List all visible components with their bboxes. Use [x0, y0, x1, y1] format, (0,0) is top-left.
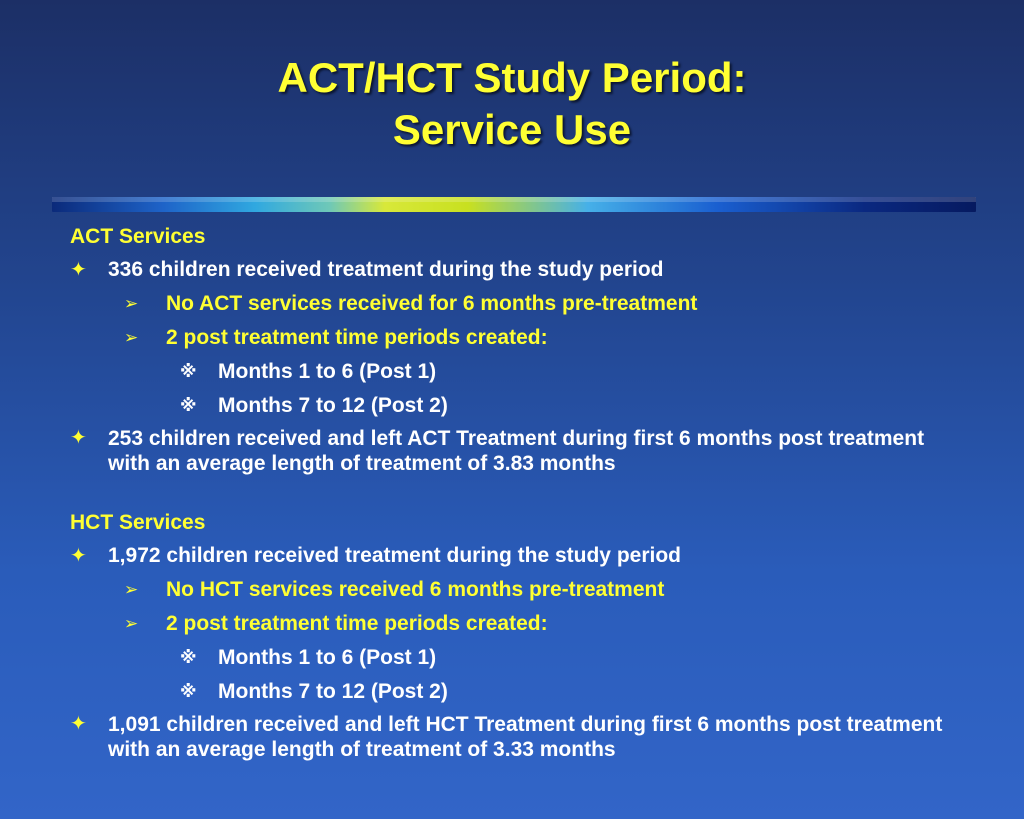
sub-bullet-text: 2 post treatment time periods created: [166, 326, 548, 349]
bullet-text: 1,972 children received treatment during the study period [108, 544, 681, 567]
reference-mark-bullet-icon: ※ [180, 648, 197, 667]
star-bullet-icon: ✦ [70, 427, 87, 449]
slide-title [0, 52, 1024, 156]
period-item [70, 358, 970, 392]
star-bullet-icon: ✦ [70, 259, 87, 281]
act-services-section [70, 222, 970, 482]
arrow-bullet-icon: ➢ [124, 580, 139, 599]
period-item [70, 644, 970, 678]
bullet-text: 253 children received and left ACT Treatment during first 6 months post treatment with an average length of treatment of 3.83 months [108, 427, 925, 475]
arrow-bullet-icon: ➢ [124, 328, 139, 347]
sub-bullet-text: 2 post treatment time periods created: [166, 612, 548, 635]
slide-body [70, 222, 970, 768]
slide-title-line-1: ACT/HCT Study Period: [277, 54, 747, 101]
bullet-item [70, 542, 970, 576]
section-heading: ACT Services [70, 225, 206, 248]
hct-services-section [70, 508, 970, 768]
period-text: Months 7 to 12 (Post 2) [218, 394, 448, 417]
bullet-item [70, 426, 970, 482]
period-text: Months 1 to 6 (Post 1) [218, 360, 437, 383]
title-divider-bar [52, 197, 976, 212]
period-item [70, 678, 970, 712]
sub-bullet-item [70, 290, 970, 324]
section-spacer [70, 482, 970, 508]
reference-mark-bullet-icon: ※ [180, 362, 197, 381]
sub-bullet-item [70, 324, 970, 358]
period-text: Months 1 to 6 (Post 1) [218, 646, 437, 669]
star-bullet-icon: ✦ [70, 713, 87, 735]
bullet-text: 336 children received treatment during the study period [108, 258, 664, 281]
slide-title-line-2: Service Use [392, 106, 632, 153]
sub-bullet-item [70, 576, 970, 610]
sub-bullet-text: No HCT services received 6 months pre-treatment [166, 578, 665, 601]
star-bullet-icon: ✦ [70, 545, 87, 567]
arrow-bullet-icon: ➢ [124, 294, 139, 313]
sub-bullet-text: No ACT services received for 6 months pre-treatment [166, 292, 698, 315]
section-heading: HCT Services [70, 511, 206, 534]
arrow-bullet-icon: ➢ [124, 614, 139, 633]
bullet-text: 1,091 children received and left HCT Treatment during first 6 months post treatment with an average length of treatment of 3.33 months [108, 713, 943, 761]
period-item [70, 392, 970, 426]
bullet-item [70, 712, 970, 768]
sub-bullet-item [70, 610, 970, 644]
period-text: Months 7 to 12 (Post 2) [218, 680, 448, 703]
reference-mark-bullet-icon: ※ [180, 682, 197, 701]
bullet-item [70, 256, 970, 290]
reference-mark-bullet-icon: ※ [180, 396, 197, 415]
